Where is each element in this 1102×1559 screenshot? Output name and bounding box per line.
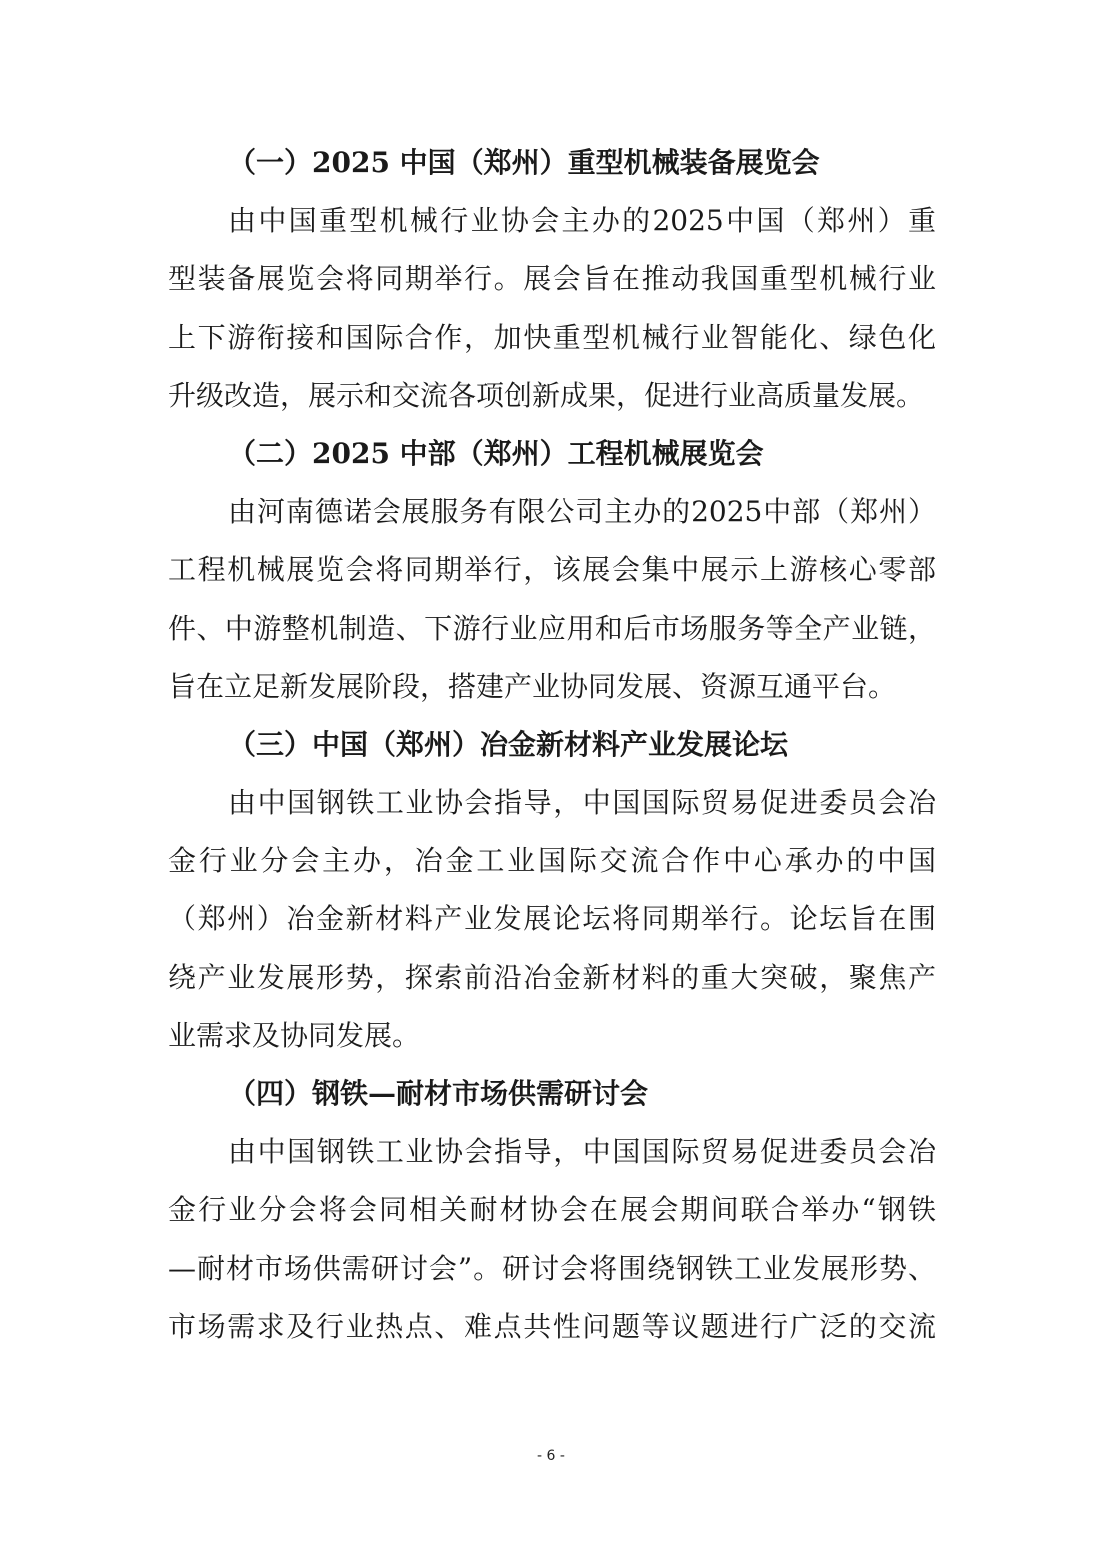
section-heading: （三）中国（郑州）冶金新材料产业发展论坛 — [228, 727, 789, 761]
paragraph-line: 绕产业发展形势，探索前沿冶金新材料的重大突破，聚焦产 — [168, 960, 936, 994]
paragraph-line: 升级改造，展示和交流各项创新成果，促进行业高质量发展。 — [168, 378, 925, 412]
paragraph-line: 业需求及协同发展。 — [168, 1018, 421, 1052]
paragraph-line: 件、中游整机制造、下游行业应用和后市场服务等全产业链， — [168, 611, 936, 645]
paragraph-line: （郑州）冶金新材料产业发展论坛将同期举行。论坛旨在围 — [168, 902, 936, 936]
paragraph-line: 由河南德诺会展服务有限公司主办的2025中部（郑州） — [228, 495, 936, 529]
section-heading: （一）2025 中国（郑州）重型机械装备展览会 — [228, 146, 820, 179]
section-heading: （二）2025 中部（郑州）工程机械展览会 — [228, 436, 764, 470]
page-number: - 6 - — [537, 1448, 565, 1464]
paragraph-line: 由中国钢铁工业协会指导，中国国际贸易促进委员会冶 — [228, 1135, 936, 1169]
paragraph-line: 型装备展览会将同期举行。展会旨在推动我国重型机械行业 — [168, 262, 936, 296]
paragraph-line: 金行业分会将会同相关耐材协会在展会期间联合举办“钢铁 — [168, 1193, 936, 1227]
paragraph-line: —耐材市场供需研讨会”。研讨会将围绕钢铁工业发展形势、 — [168, 1251, 936, 1285]
paragraph-line: 工程机械展览会将同期举行，该展会集中展示上游核心零部 — [168, 553, 936, 587]
paragraph-line: 由中国重型机械行业协会主办的2025中国（郑州）重 — [228, 204, 936, 238]
paragraph-line: 由中国钢铁工业协会指导，中国国际贸易促进委员会冶 — [228, 786, 936, 820]
paragraph-line: 旨在立足新发展阶段，搭建产业协同发展、资源互通平台。 — [168, 669, 897, 703]
section-heading: （四）钢铁—耐材市场供需研讨会 — [228, 1077, 649, 1110]
paragraph-line: 上下游衔接和国际合作，加快重型机械行业智能化、绿色化 — [168, 320, 936, 354]
paragraph-line: 市场需求及行业热点、难点共性问题等议题进行广泛的交流 — [168, 1309, 936, 1343]
paragraph-line: 金行业分会主办，冶金工业国际交流合作中心承办的中国 — [168, 844, 936, 878]
document-body — [168, 134, 936, 1356]
